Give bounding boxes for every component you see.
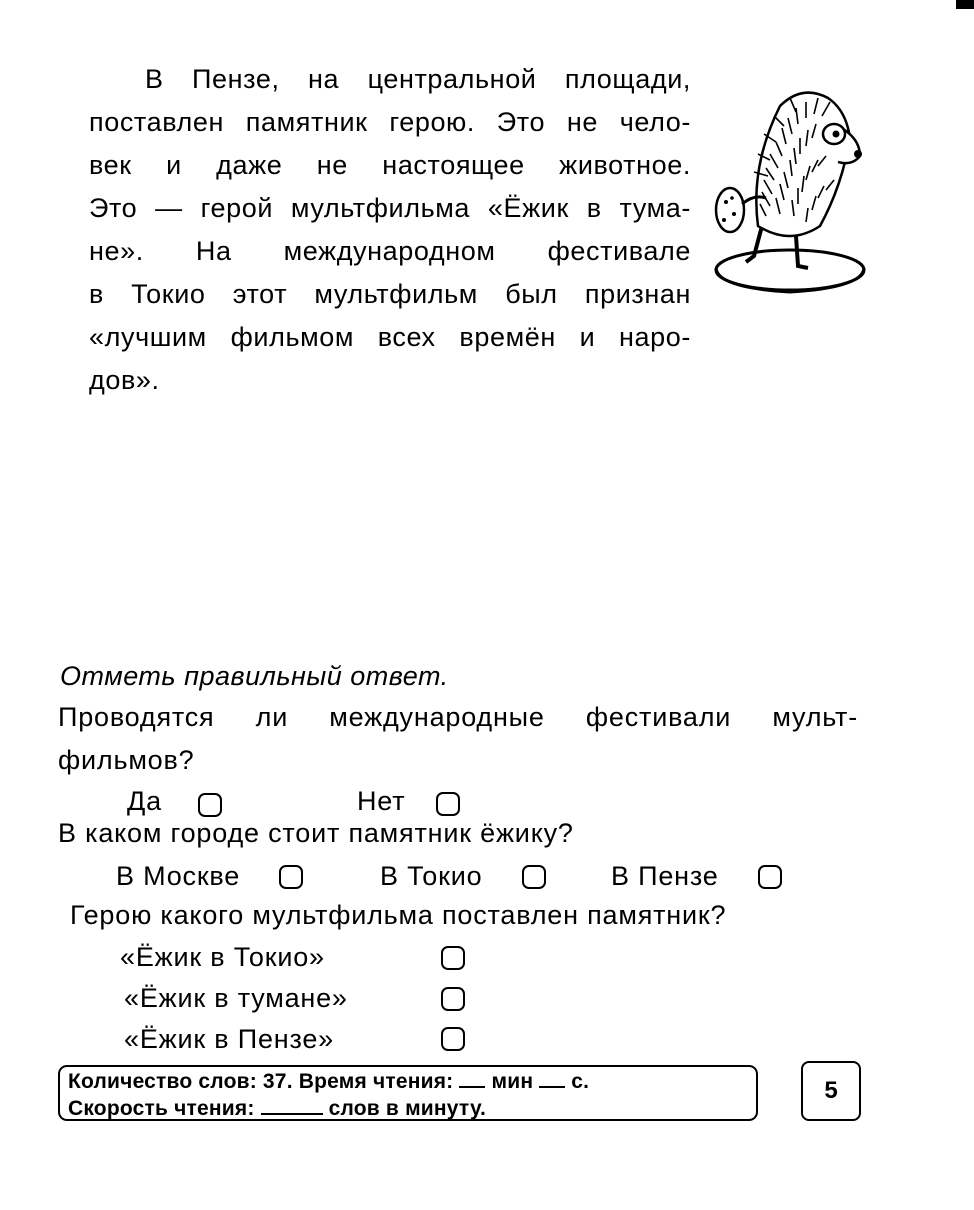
stats-row-time (68, 1068, 756, 1095)
reading-stats-box (58, 1065, 758, 1121)
question-3-text: Герою какого мультфильма поставлен памятник? (70, 900, 727, 930)
option-ezhik-penze-label: «Ёжик в Пензе» (124, 1024, 334, 1054)
passage-line: «лучшим фильмом всех времён и наро- (89, 322, 691, 352)
hedgehog-monument-illustration (710, 76, 870, 298)
passage-line: век и даже не настоящее животное. (89, 150, 691, 180)
passage-line: поставлен памятник герою. Это не чело- (89, 107, 691, 137)
passage-line: не». На международном фестивале (89, 236, 691, 266)
minutes-label: мин (491, 1070, 534, 1093)
passage-line: В Пензе, на центральной площади, (145, 64, 691, 94)
word-count-label: Количество слов: 37. Время чтения: (68, 1070, 454, 1093)
option-da-checkbox[interactable] (198, 793, 222, 817)
option-tokyo-label: В Токио (380, 861, 483, 891)
corner-mark (956, 0, 974, 9)
option-penza-checkbox[interactable] (758, 865, 782, 889)
minutes-blank[interactable] (459, 1068, 485, 1088)
option-ezhik-tumane-checkbox[interactable] (441, 987, 465, 1011)
question-1-text-continued: фильмов? (58, 745, 195, 775)
speed-blank[interactable] (261, 1095, 323, 1115)
question-2-text: В каком городе стоит памятник ёжику? (58, 818, 574, 848)
option-net-label: Нет (357, 786, 406, 816)
option-moscow-label: В Москве (116, 861, 241, 891)
passage-line: в Токио этот мультфильм был признан (89, 279, 691, 309)
stats-row-speed (68, 1095, 756, 1122)
seconds-label: с. (571, 1070, 590, 1093)
option-ezhik-penze-checkbox[interactable] (441, 1027, 465, 1051)
option-da-label: Да (127, 786, 162, 816)
passage-line: Это — герой мультфильма «Ёжик в тума- (89, 193, 691, 223)
option-net-checkbox[interactable] (436, 792, 460, 816)
page-number: 5 (801, 1061, 861, 1121)
reading-speed-label: Скорость чтения: (68, 1097, 255, 1120)
instruction-text: Отметь правильный ответ. (60, 661, 449, 691)
option-moscow-checkbox[interactable] (279, 865, 303, 889)
speed-unit-label: слов в минуту. (328, 1097, 487, 1120)
option-ezhik-tumane-label: «Ёжик в тумане» (124, 983, 348, 1013)
question-1-text: Проводятся ли международные фестивали мульт- (58, 702, 858, 732)
seconds-blank[interactable] (539, 1068, 565, 1088)
option-ezhik-tokio-label: «Ёжик в Токио» (120, 942, 325, 972)
passage-line: дов». (89, 365, 160, 395)
option-ezhik-tokio-checkbox[interactable] (441, 946, 465, 970)
reading-passage (89, 58, 691, 402)
option-penza-label: В Пензе (611, 861, 719, 891)
option-tokyo-checkbox[interactable] (522, 865, 546, 889)
